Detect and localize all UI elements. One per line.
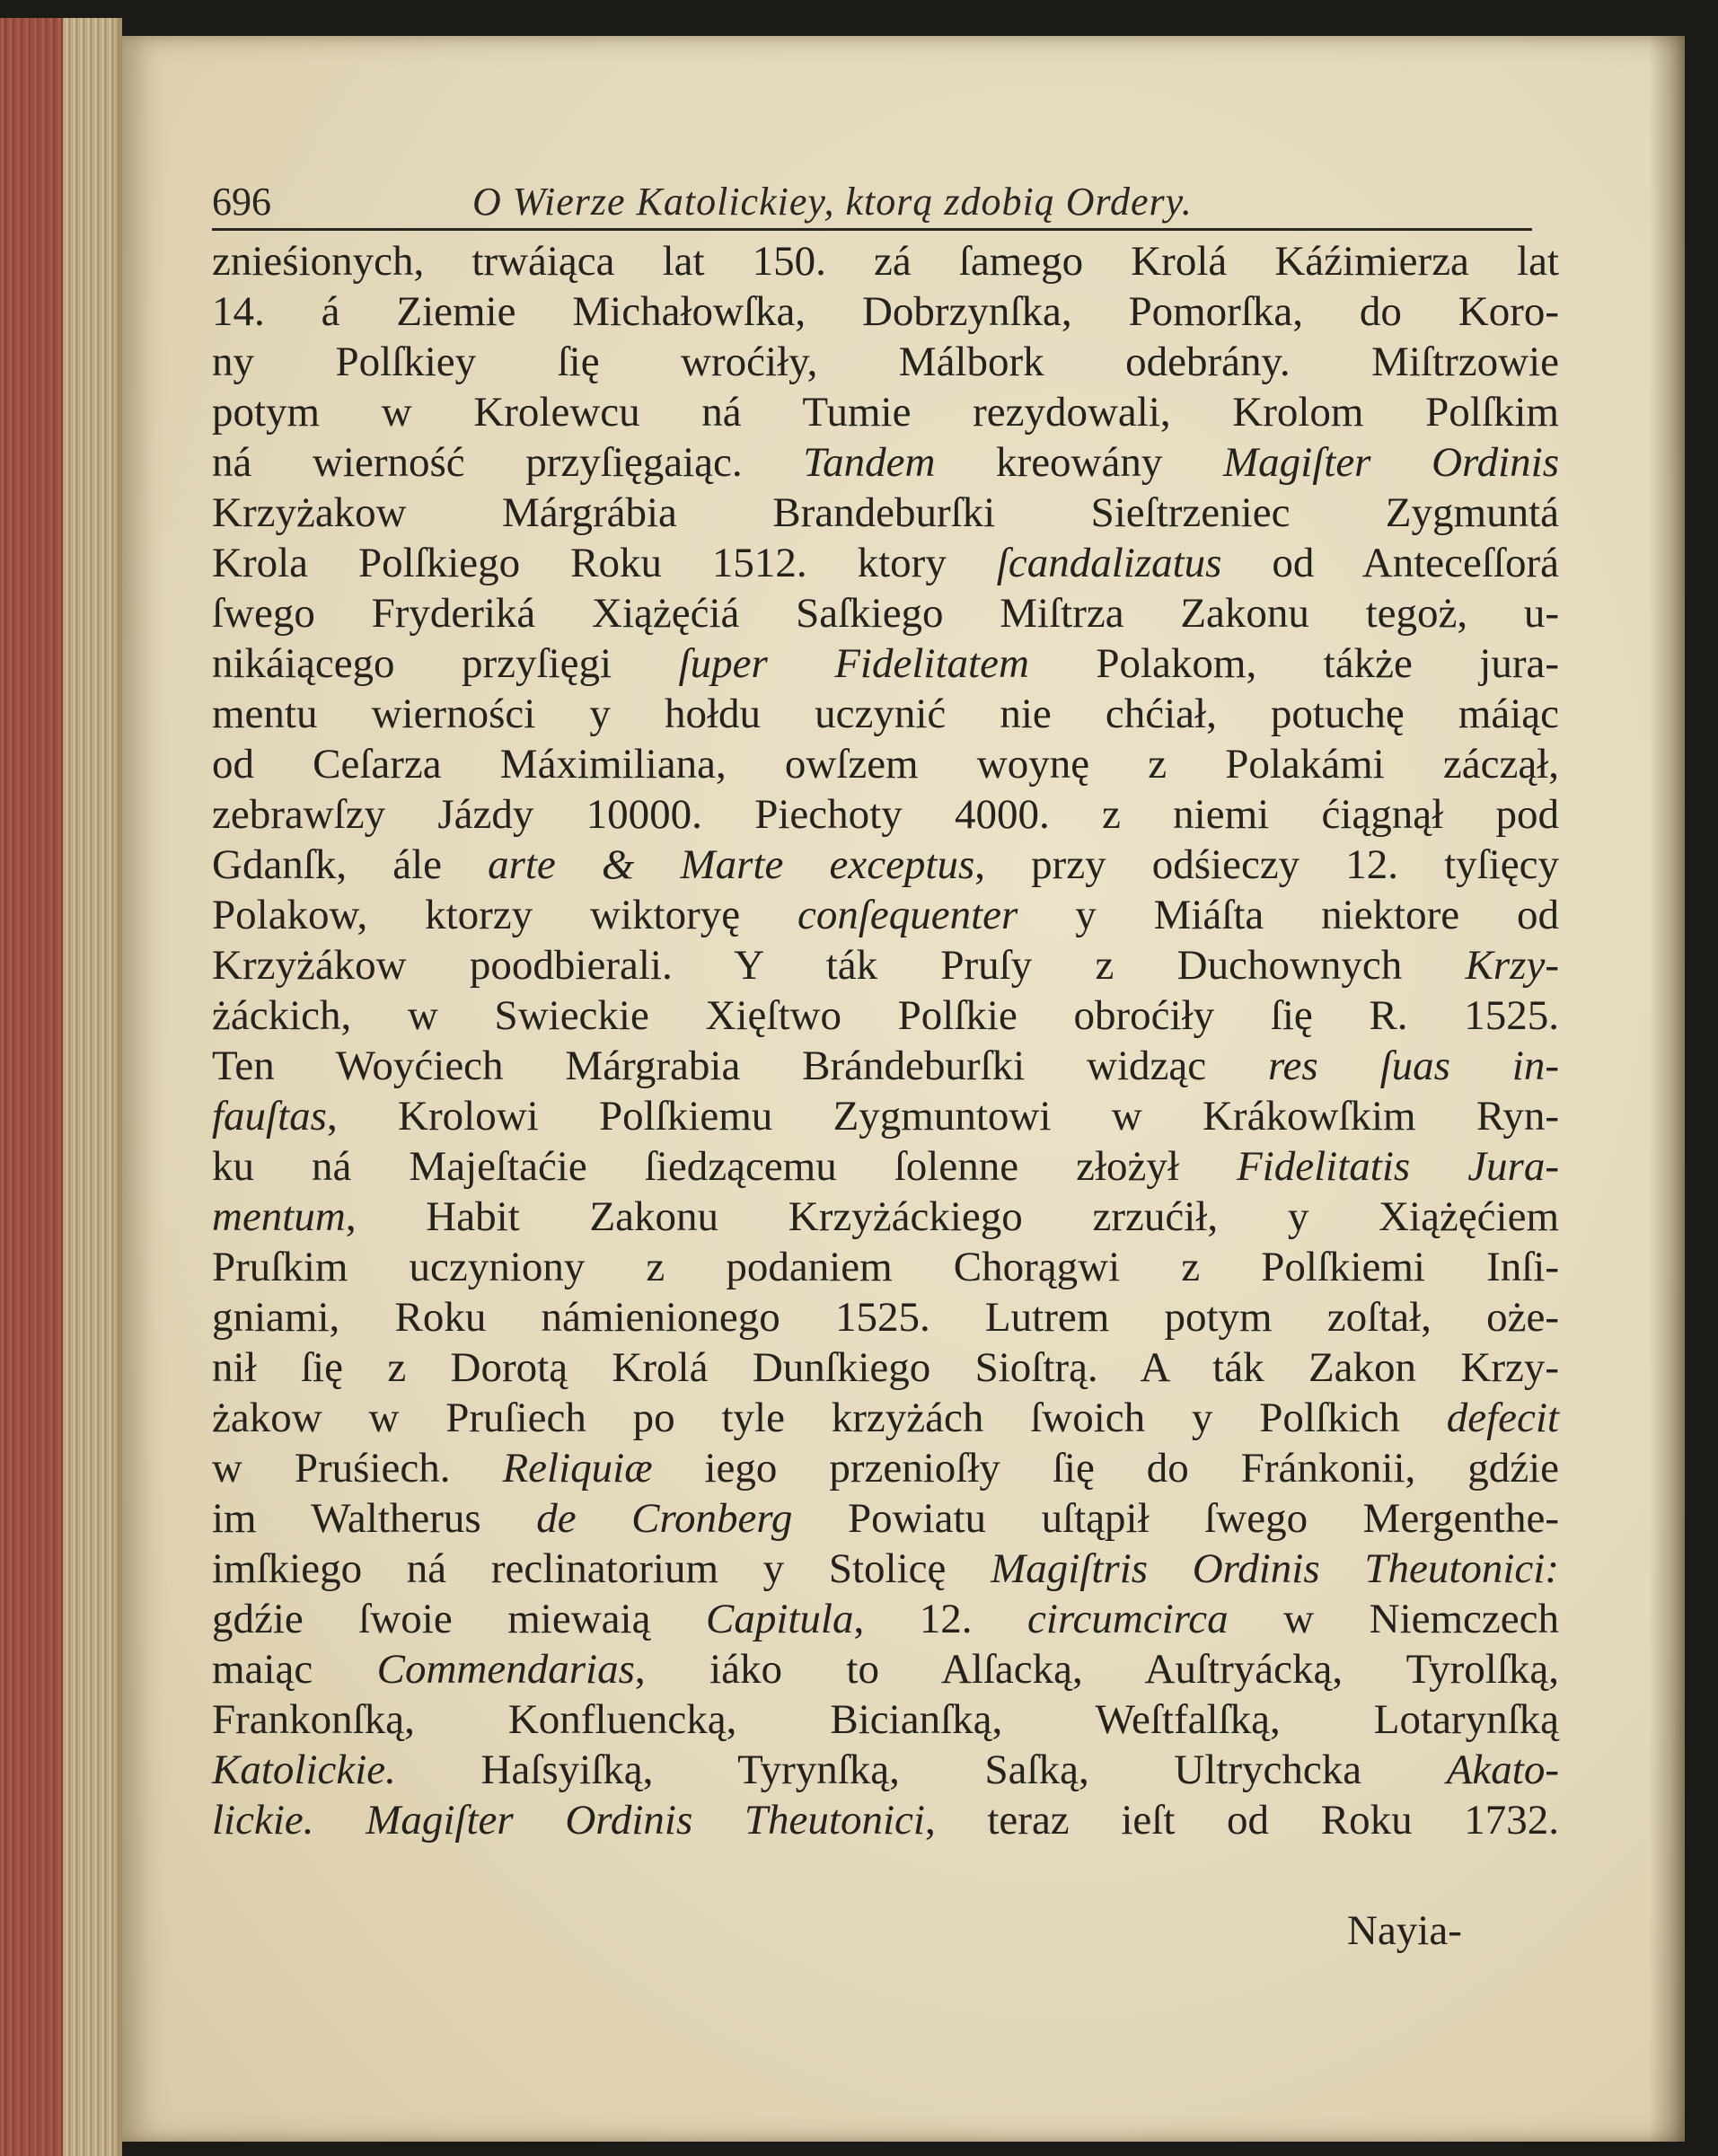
- italic-run: Akato-: [1446, 1747, 1559, 1793]
- text-line: [212, 236, 1559, 286]
- red-page-edge: [0, 18, 63, 2156]
- text-run: ku ná Majeſtaćie ſiedzącemu ſolenne złożył: [212, 1143, 1237, 1190]
- italic-run: Reliquiæ: [502, 1445, 653, 1492]
- text-line: [212, 1644, 1559, 1694]
- text-line: [212, 1694, 1559, 1745]
- text-line: [212, 1493, 1559, 1544]
- italic-run: Commendarias: [376, 1646, 635, 1693]
- body-text: [212, 236, 1559, 1845]
- text-run: , Habit Zakonu Krzyżáckiego zrzućił, y Xiążęćiem: [345, 1193, 1559, 1240]
- page-gutter-shadow: [1649, 36, 1685, 2142]
- text-run: Ten Woyćiech Márgrabia Brándeburſki widząc: [212, 1043, 1268, 1089]
- text-run: , przy odśieczy 12. tyſięcy: [974, 841, 1559, 888]
- text-line: [212, 1342, 1559, 1393]
- running-title: O Wierze Katolickiey, ktorą zdobią Ordery.: [472, 180, 1193, 224]
- text-line: [212, 890, 1559, 940]
- text-run: 14. á Ziemie Michałowſka, Dobrzynſka, Pomorſka, do Koro-: [212, 288, 1559, 335]
- text-line: [212, 1544, 1559, 1594]
- italic-run: ſuper Fidelitatem: [678, 640, 1029, 687]
- text-line: [212, 1192, 1559, 1242]
- text-run: nikáiącego przyſięgi: [212, 640, 679, 687]
- italic-run: conſequenter: [797, 892, 1018, 938]
- text-run: , 12.: [853, 1596, 1028, 1642]
- text-run: znieśionych, trwáiąca lat 150. zá ſamego Krolá Káźimierza lat: [212, 238, 1559, 285]
- text-run: Powiatu uſtąpił ſwego Mergenthe-: [792, 1495, 1559, 1542]
- italic-run: ſcandalizatus: [996, 540, 1222, 586]
- text-line: [212, 1745, 1559, 1795]
- italic-run: Katolickie.: [212, 1747, 396, 1793]
- text-run: , iáko to Alſacką, Auſtryácką, Tyrolſką,: [634, 1646, 1559, 1693]
- text-run: imſkiego ná reclinatorium y Stolicę: [212, 1545, 991, 1592]
- text-run: zebrawſzy Jázdy 10000. Piechoty 4000. z niemi ćiągnął pod: [212, 791, 1559, 838]
- italic-run: Magiſtris Ordinis Theutonici:: [991, 1545, 1560, 1592]
- text-line: [212, 840, 1559, 890]
- catchword: Nayia-: [1347, 1907, 1462, 1954]
- italic-run: defecit: [1446, 1395, 1559, 1441]
- italic-run: mentum: [212, 1193, 346, 1240]
- text-line: [212, 789, 1559, 840]
- text-line: [212, 488, 1559, 538]
- text-run: kreowány: [935, 439, 1223, 486]
- italic-run: Magiſter Ordinis Theutonici: [366, 1797, 925, 1844]
- italic-run: circumcirca: [1027, 1596, 1229, 1642]
- text-line: [212, 1393, 1559, 1443]
- text-run: im Waltherus: [212, 1495, 537, 1542]
- text-run: od Ceſarza Máximiliana, owſzem woynę z Polakámi záczął,: [212, 741, 1559, 788]
- text-line: [212, 1141, 1559, 1192]
- text-run: gniami, Roku námienionego 1525. Lutrem potym zoſtał, oże-: [212, 1294, 1559, 1341]
- text-run: y Miáſta niektore od: [1018, 892, 1559, 938]
- text-line: [212, 1443, 1559, 1493]
- text-line: [212, 1091, 1559, 1141]
- italic-run: Fidelitatis Jura-: [1236, 1143, 1560, 1190]
- text-run: od Anteceſſorá: [1221, 540, 1559, 586]
- italic-run: res ſuas in-: [1268, 1043, 1559, 1089]
- text-line: [212, 990, 1559, 1041]
- text-line: [212, 638, 1559, 689]
- text-line: [212, 1594, 1559, 1644]
- page-number: 696: [212, 180, 271, 224]
- text-run: Haſsyiſką, Tyrynſką, Saſką, Ultrychcka: [395, 1747, 1447, 1793]
- text-run: nił ſię z Dorotą Krolá Dunſkiego Sioſtrą. A ták Zakon Krzy-: [212, 1344, 1559, 1391]
- text-run: mentu wierności y hołdu uczynić nie chćiał, potuchę máiąc: [212, 691, 1559, 737]
- running-header: [212, 176, 1532, 231]
- text-run: [314, 1797, 366, 1844]
- text-line: [212, 739, 1559, 789]
- text-run: potym w Krolewcu ná Tumie rezydowali, Krolom Polſkim: [212, 389, 1559, 436]
- text-line: [212, 538, 1559, 588]
- text-run: ſwego Fryderiká Xiążęćiá Saſkiego Miſtrza Zakonu tegoż, u-: [212, 590, 1559, 637]
- text-run: ny Polſkiey ſię wroćiły, Málbork odebrány. Miſtrzowie: [212, 339, 1559, 385]
- italic-run: Krzy-: [1465, 942, 1559, 989]
- text-run: w Pruśiech.: [212, 1445, 503, 1492]
- italic-run: de Cronberg: [536, 1495, 793, 1542]
- text-line: [212, 337, 1559, 387]
- text-run: , Krolowi Polſkiemu Zygmuntowi w Krákowſkim Ryn-: [326, 1093, 1559, 1140]
- text-run: iego przenioſły ſię do Fránkonii, gdźie: [652, 1445, 1559, 1492]
- text-line: [212, 387, 1559, 437]
- text-run: Polakom, tákże jura-: [1028, 640, 1560, 687]
- italic-run: fauſtas: [212, 1093, 327, 1140]
- page-block-edges: [0, 18, 122, 2156]
- italic-run: arte & Marte exceptus: [488, 841, 975, 888]
- text-run: Krola Polſkiego Roku 1512. ktory: [212, 540, 997, 586]
- text-run: Krzyżákow poodbierali. Y ták Pruſy z Duchownych: [212, 942, 1466, 989]
- text-line: [212, 689, 1559, 739]
- text-run: Polakow, ktorzy wiktoryę: [212, 892, 797, 938]
- text-run: Pruſkim uczyniony z podaniem Chorągwi z Polſkiemi Inſi-: [212, 1244, 1559, 1290]
- italic-run: Magiſter Ordinis: [1223, 439, 1559, 486]
- italic-run: Tandem: [803, 439, 936, 486]
- text-run: maiąc: [212, 1646, 377, 1693]
- text-run: ná wierność przyſięgaiąc.: [212, 439, 804, 486]
- text-line: [212, 588, 1559, 638]
- text-run: Gdanſk, ále: [212, 841, 489, 888]
- text-run: Krzyżakow Márgrábia Brandeburſki Sieſtrzeniec Zygmuntá: [212, 489, 1559, 536]
- text-line: [212, 1041, 1559, 1091]
- text-line: [212, 286, 1559, 337]
- text-line: [212, 1292, 1559, 1342]
- text-run: gdźie ſwoie miewaią: [212, 1596, 706, 1642]
- text-run: żakow w Pruſiech po tyle krzyżách ſwoich y Polſkich: [212, 1395, 1447, 1441]
- text-run: żáckich, w Swieckie Xięſtwo Polſkie obroćiły ſię R. 1525.: [212, 992, 1559, 1039]
- text-line: [212, 437, 1559, 488]
- text-line: [212, 1795, 1559, 1845]
- text-line: [212, 1242, 1559, 1292]
- text-run: , teraz ieſt od Roku 1732.: [924, 1797, 1559, 1844]
- italic-run: lickie.: [212, 1797, 314, 1844]
- text-run: w Niemczech: [1228, 1596, 1560, 1642]
- italic-run: Capitula: [705, 1596, 854, 1642]
- text-line: [212, 940, 1559, 990]
- text-run: Frankonſką, Konfluencką, Bicianſką, Weſtfalſką, Lotarynſką: [212, 1696, 1559, 1743]
